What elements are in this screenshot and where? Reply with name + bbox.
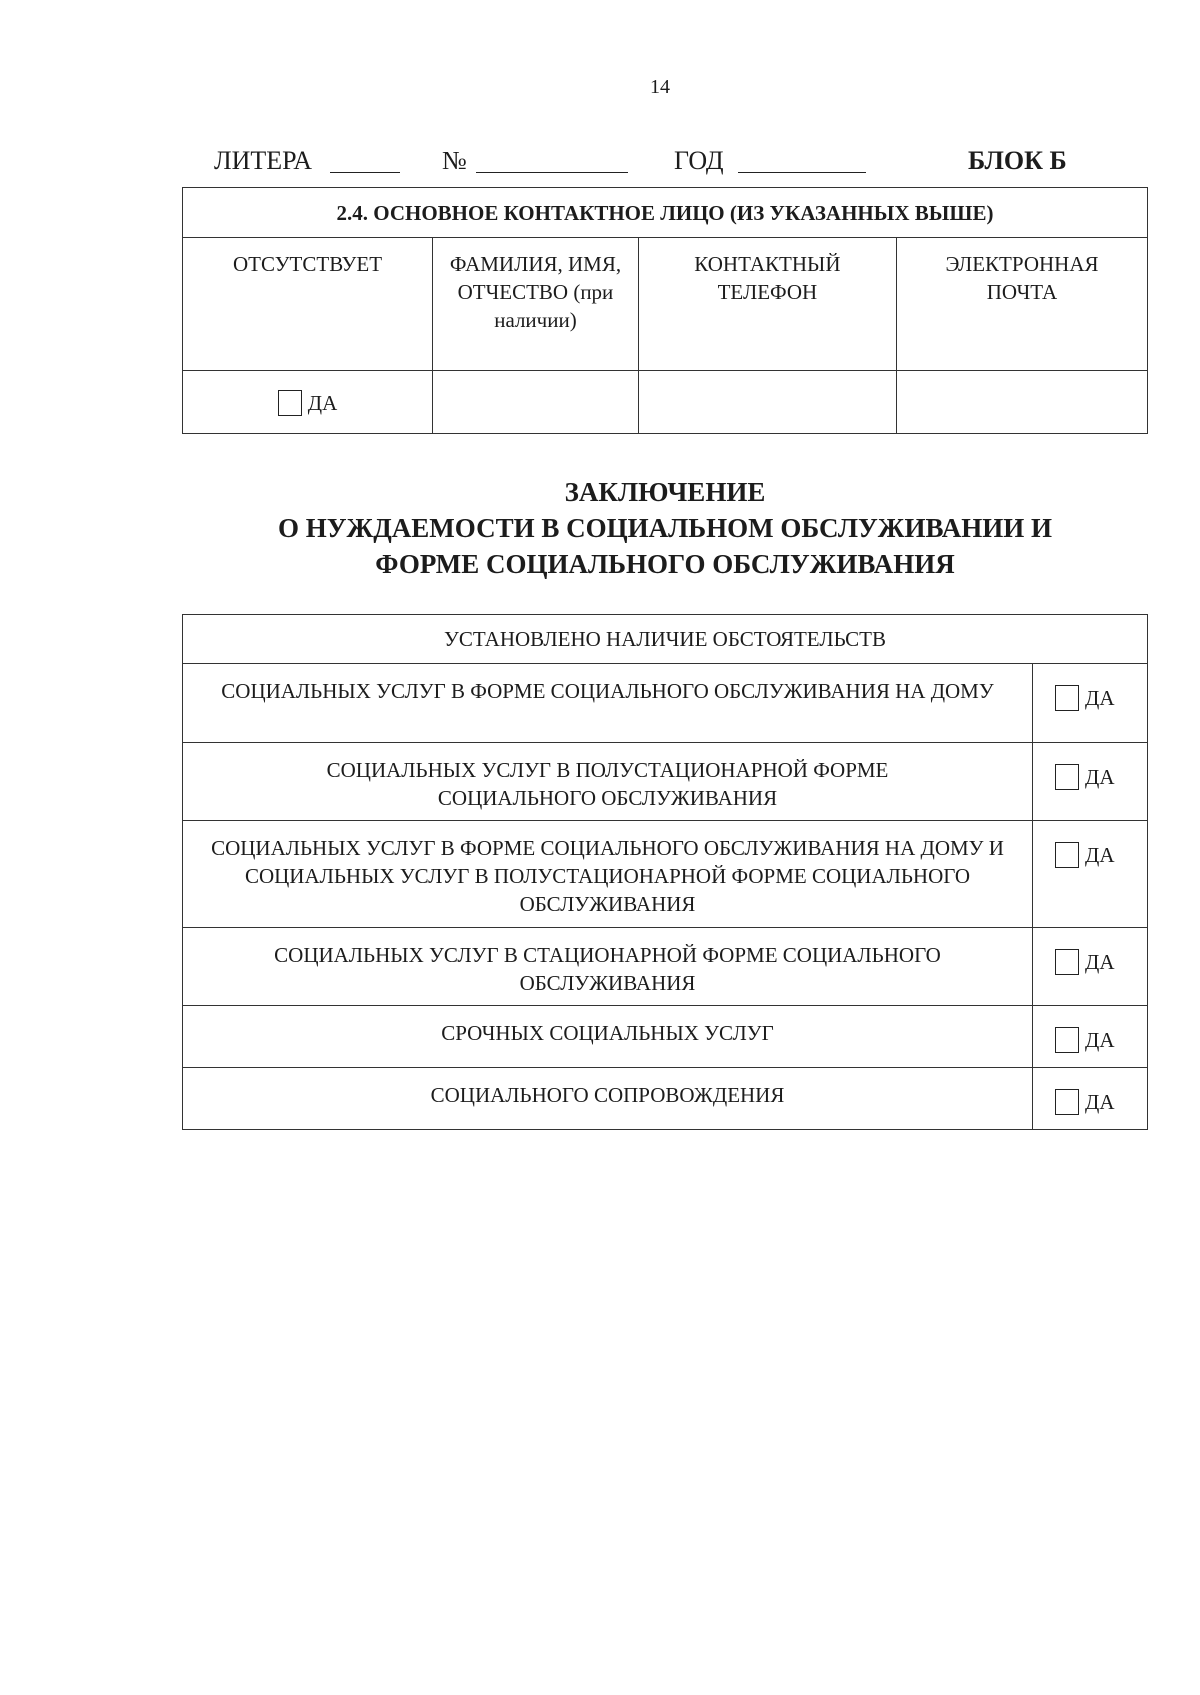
number-label: № (442, 146, 467, 175)
block-label: БЛОК Б (968, 146, 1067, 175)
absent-checkbox-label: ДА (307, 391, 338, 416)
email-field[interactable] (896, 371, 1147, 434)
checkbox-cell (1033, 664, 1148, 743)
conclusion-title-line-1: ЗАКЛЮЧЕНИЕ (564, 477, 766, 507)
column-header-email: ЭЛЕКТРОННАЯ ПОЧТА (896, 238, 1147, 371)
service-social-support: СОЦИАЛЬНОГО СОПРОВОЖДЕНИЯ (183, 1068, 1033, 1130)
year-field[interactable] (738, 172, 866, 173)
conclusion-title-line-3: ФОРМЕ СОЦИАЛЬНОГО ОБСЛУЖИВАНИЯ (375, 549, 955, 579)
checkbox-label: ДА (1085, 843, 1115, 868)
checkbox-label: ДА (1085, 686, 1115, 711)
checkbox-label: ДА (1085, 765, 1115, 790)
litera-field[interactable] (330, 172, 400, 173)
urgent-checkbox[interactable] (1055, 1027, 1079, 1053)
service-home-and-semi-stationary: СОЦИАЛЬНЫХ УСЛУГ В ФОРМЕ СОЦИАЛЬНОГО ОБСЛУЖИВАНИЯ НА ДОМУ И СОЦИАЛЬНЫХ УСЛУГ В ПОЛУСТАЦИОНАРНОЙ ФОРМЕ СОЦИАЛЬНОГО ОБСЛУЖИВАНИЯ (183, 821, 1033, 928)
conclusion-title-line-2: О НУЖДАЕМОСТИ В СОЦИАЛЬНОМ ОБСЛУЖИВАНИИ И (277, 513, 1053, 543)
absent-cell (183, 371, 433, 434)
phone-field[interactable] (638, 371, 896, 434)
home-care-checkbox[interactable] (1055, 685, 1079, 711)
social-support-checkbox[interactable] (1055, 1089, 1079, 1115)
checkbox-cell (1033, 1006, 1148, 1068)
contact-section-title: 2.4. ОСНОВНОЕ КОНТАКТНОЕ ЛИЦО (ИЗ УКАЗАННЫХ ВЫШЕ) (183, 188, 1148, 238)
checkbox-cell (1033, 743, 1148, 821)
checkbox-cell (1033, 1068, 1148, 1130)
litera-label: ЛИТЕРА (214, 146, 313, 175)
column-header-full-name: ФАМИЛИЯ, ИМЯ, ОТЧЕСТВО (при наличии) (433, 238, 639, 371)
checkbox-label: ДА (1085, 950, 1115, 975)
conclusion-title (182, 474, 1148, 582)
checkbox-cell (1033, 928, 1148, 1006)
column-header-absent: ОТСУТСТВУЕТ (183, 238, 433, 371)
semi-stationary-checkbox[interactable] (1055, 764, 1079, 790)
checkbox-label: ДА (1085, 1090, 1115, 1115)
service-stationary: СОЦИАЛЬНЫХ УСЛУГ В СТАЦИОНАРНОЙ ФОРМЕ СОЦИАЛЬНОГО ОБСЛУЖИВАНИЯ (183, 928, 1033, 1006)
circumstances-header: УСТАНОВЛЕНО НАЛИЧИЕ ОБСТОЯТЕЛЬСТВ (183, 615, 1148, 664)
service-urgent: СРОЧНЫХ СОЦИАЛЬНЫХ УСЛУГ (183, 1006, 1033, 1068)
absent-checkbox[interactable] (278, 390, 302, 416)
column-header-phone: КОНТАКТНЫЙ ТЕЛЕФОН (638, 238, 896, 371)
number-field[interactable] (476, 172, 628, 173)
checkbox-label: ДА (1085, 1028, 1115, 1053)
year-label: ГОД (674, 146, 724, 175)
circumstances-table (182, 614, 1148, 1130)
service-home-care: СОЦИАЛЬНЫХ УСЛУГ В ФОРМЕ СОЦИАЛЬНОГО ОБСЛУЖИВАНИЯ НА ДОМУ (183, 664, 1033, 743)
page-number: 14 (650, 76, 670, 98)
document-header (214, 146, 1084, 180)
home-and-semi-stationary-checkbox[interactable] (1055, 842, 1079, 868)
checkbox-cell (1033, 821, 1148, 928)
stationary-checkbox[interactable] (1055, 949, 1079, 975)
full-name-field[interactable] (433, 371, 639, 434)
contact-person-table (182, 187, 1148, 434)
service-semi-stationary: СОЦИАЛЬНЫХ УСЛУГ В ПОЛУСТАЦИОНАРНОЙ ФОРМЕ СОЦИАЛЬНОГО ОБСЛУЖИВАНИЯ (183, 743, 1033, 821)
